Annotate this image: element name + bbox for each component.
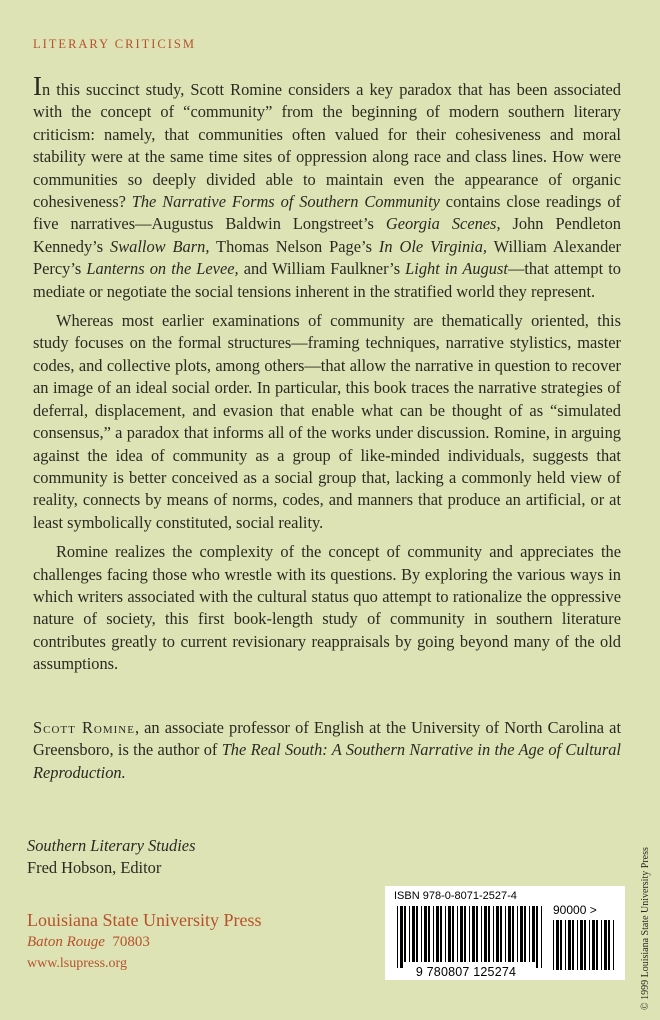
barcode-bar [484,906,487,962]
barcode-bar [469,906,470,962]
barcode-bar [608,920,610,970]
book-title: The Narrative Forms of Southern Community [131,192,440,212]
work-title: Swallow Barn, [110,236,210,256]
barcode-bar [496,906,499,962]
description-paragraph-1 [33,71,621,303]
barcode-bar [488,906,490,962]
author-book-title: The Real South: A Southern Narrative in the Age of Cultural Reproduction. [33,740,621,782]
barcode-bar [592,920,595,970]
barcode-bar [448,906,451,962]
barcode-bar [397,906,398,968]
barcode-bar [412,906,415,962]
description-paragraph-2: Whereas most earlier examinations of community are thematically oriented, this study focuses on the formal structures—framing techniques, narrative stylistics, master codes, and collective plots, among others—that allow the narrative in question to recover an image of an ideal social order. In particular, this book traces the narrative strategies of deferral, displacement, and evasion that enable what can be thought of as “simulated consensus,” a paradox that informs all of the works under discussion. Romine, in arguing against the idea of community as a group of like-minded individuals, suggests that community is better conceived as a social group that, lacking a commonly held view of reality, connects by means of norms, codes, and manners that produce an artificial, or at least symbolically constituted, social reality. [33,311,621,532]
description-paragraph-3: Romine realizes the complexity of the concept of community and appreciates the challenges facing those who wrestle with its questions. By exploring the various ways in which writers associated with the cultural status quo attempt to rationalize the oppressive nature of society, this first book-length study of community in southern literature contributes greatly to current revisionary reappraisals by going beyond many of the old assumptions. [33,542,621,674]
work-title: Lanterns on the Levee, [86,259,239,279]
series-editor: Fred Hobson, Editor [27,858,162,877]
barcode-bar [464,906,466,962]
barcode-bar [613,920,614,970]
barcode-bar [400,906,403,968]
text-run: William Alexander Percy’s [33,236,621,279]
barcode-box [385,886,625,980]
barcode-bar [508,906,511,962]
barcode-bar [436,906,439,962]
barcode-bar [457,906,458,962]
barcode-bar [580,920,583,970]
isbn-label: ISBN 978-0-8071-2527-4 [394,890,517,902]
text-run: John Pendleton Kennedy’s [33,214,621,256]
barcode-bar [572,920,574,970]
work-title: Light in August [405,259,508,279]
barcode-bar [460,906,463,962]
ean-digits: 9 780807 125274 [415,965,517,979]
publisher-city: Baton Rouge [27,934,105,950]
text-run: contains close readings of five narratives—Augustus Baldwin Longstreet’s [33,192,621,234]
series-info [27,835,195,879]
barcode-bar [568,920,571,970]
barcode-bar [517,906,518,962]
publisher-url: www.lsupress.org [27,956,127,971]
work-title: Georgia Scenes, [385,214,501,234]
work-title: In Ole Virginia, [378,236,488,256]
barcode-bar [524,906,526,962]
publisher-block [27,909,261,975]
barcode-bar [601,920,602,970]
barcode-bar [424,906,427,962]
barcode-bar [421,906,422,962]
barcode-bar [604,920,607,970]
barcode-bar [536,906,538,968]
barcode-bar [520,906,523,962]
bio-text: , an associate professor of English at the University of North Carolina at Greensboro, is the author of [33,718,621,760]
barcode-bar [440,906,442,962]
barcode-bar [577,920,578,970]
barcode-bar [529,906,530,962]
barcode-bar [433,906,434,962]
barcode-bar [476,906,478,962]
text-run: —that attempt to mediate or negotiate the social tensions inherent in the stratified world they represent. [33,259,621,301]
description [33,71,621,676]
series-name: Southern Literary Studies [27,836,196,855]
barcode-bar [553,920,554,970]
author-bio [33,717,621,784]
barcode-bar [409,906,410,962]
text-run: n this succinct study, Scott Romine considers a key paradox that has been associated with the concept of “community” from the beginning of modern southern literary criticism: namely, that communities often valued for their cohesiveness and moral stability were at the same time sites of oppression along race and class lines. How were communities so deeply divided able to maintain even the appearance of organic cohesiveness? [33,80,621,212]
barcode-bar [416,906,418,962]
barcode-bar [500,906,502,962]
barcode-bar [565,920,566,970]
barcode-bar [404,906,406,962]
barcode-bar [596,920,598,970]
barcode-bar [556,920,559,970]
publisher-zip: 70803 [112,934,150,950]
addon-digits: 90000 > [553,903,597,917]
barcode-bar [452,906,454,962]
publisher-name: Louisiana State University Press [27,910,262,930]
barcode-bar [584,920,586,970]
drop-cap: I [33,71,42,101]
barcode-bar [428,906,430,962]
barcode-bar [505,906,506,962]
barcode-bar [532,906,535,962]
barcode-bar [472,906,475,962]
barcode-bar [493,906,494,962]
category-label: LITERARY CRITICISM [33,37,196,51]
barcode-bar [560,920,562,970]
barcode-bar [589,920,590,970]
text-run: and William Faulkner’s [238,259,406,279]
barcode-bar [512,906,514,962]
author-name: Scott Romine [33,718,135,737]
copyright-notice: © 1999 Louisiana State University Press [640,847,651,1010]
barcode-bar [445,906,446,962]
barcode-bar [481,906,482,962]
barcode-bar [541,906,542,968]
text-run: Thomas Nelson Page’s [209,236,379,256]
